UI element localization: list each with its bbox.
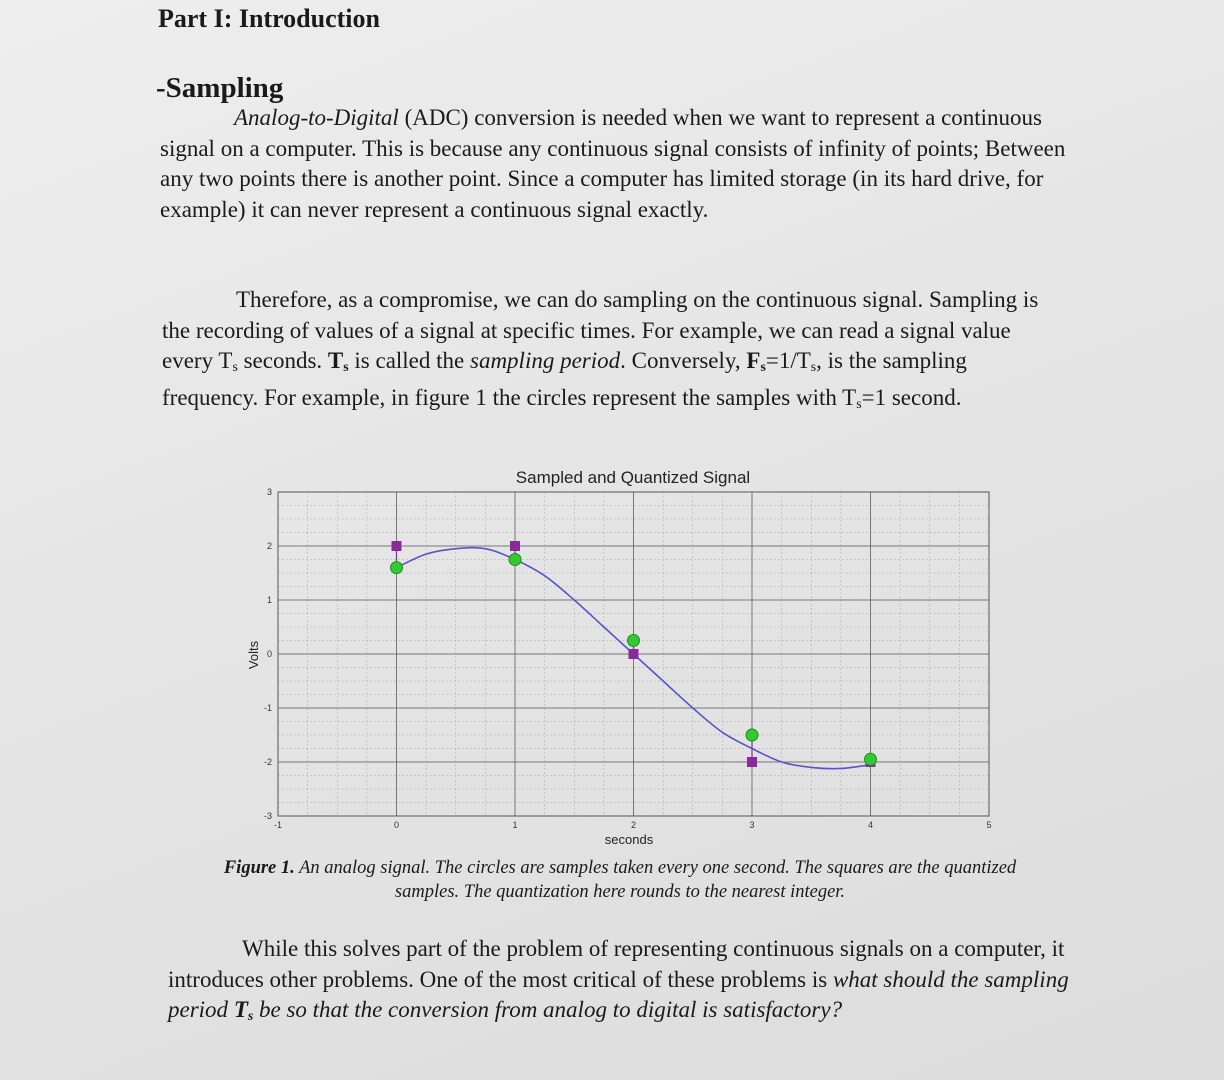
adc-term: Analog-to-Digital — [234, 105, 399, 130]
y-tick-label: 3 — [266, 487, 272, 497]
paragraph-adc-text: (ADC) conversion is needed when we want to represent a continuous signal on a computer. This is because any continuous signal consists of infinity of points; Between any two points there is another point. Since a computer has limited storage (in its hard drive, for example) it can never represent a continuous signal exactly. — [160, 105, 1066, 222]
y-tick-label: 1 — [266, 595, 272, 605]
sampling-period-term: sampling period — [470, 348, 621, 373]
sample-circle — [628, 635, 640, 647]
sampling-text-5: =1/T — [765, 348, 811, 373]
y-tick-label: 0 — [266, 649, 272, 659]
paragraph-sampling — [162, 285, 1062, 419]
y-axis-label: Volts — [246, 640, 261, 670]
sampling-text-1: Therefore, as a compromise, we can do sampling on the continuous signal. Sampling is the recording of values of a signal at specific times. For example, we can read a signal value every T — [162, 287, 1039, 373]
x-tick-label: 5 — [986, 820, 992, 830]
sampling-period-symbol: $T_s$ — [327, 348, 349, 374]
sampling-text-4: . Conversely, — [620, 348, 747, 373]
x-tick-label: 0 — [393, 820, 400, 830]
sampling-text-2: seconds. — [237, 348, 328, 373]
paragraph-adc-intro — [160, 103, 1080, 225]
caption-line-2: samples. The quantization here rounds to the nearest integer. — [394, 882, 846, 902]
paragraph-problem — [168, 934, 1078, 1032]
x-tick-label: 4 — [867, 820, 874, 830]
x-axis-label: seconds — [604, 832, 654, 847]
sampling-text-3: is called the — [348, 348, 470, 373]
sub-s: s — [232, 359, 238, 374]
x-tick-label: 1 — [512, 820, 518, 830]
x-tick-label: 3 — [749, 820, 755, 830]
problem-question: what should the sampling period $T_s$ be so that the conversion from analog to digital is satisfactory? — [168, 966, 1069, 1023]
quantized-sample-square — [629, 649, 639, 659]
figure-caption — [150, 856, 1090, 904]
quantized-sample-square — [392, 541, 402, 551]
x-tick-label: 2 — [630, 820, 637, 830]
caption-label: Figure 1. — [223, 858, 295, 878]
sub-s: s — [810, 359, 817, 374]
sample-circle — [746, 729, 758, 741]
quantized-sample-square — [747, 757, 757, 767]
section-title: -Sampling — [156, 72, 284, 104]
part-title: Part I: Introduction — [158, 4, 380, 33]
chart-title: Sampled and Quantized Signal — [515, 468, 751, 487]
figure-1-chart — [236, 460, 1016, 855]
problem-text: While this solves part of the problem of representing continuous signals on a computer, it introduces other problems. One of the most critical of these problems is — [168, 936, 1065, 992]
chart-svg — [236, 460, 1016, 855]
sampling-text-6: , is the sampling frequency. For example, in figure 1 the circles represent the samples with T — [162, 348, 967, 410]
quantized-sample-square — [510, 541, 520, 551]
y-tick-label: -3 — [263, 811, 272, 821]
caption-line-1: An analog signal. The circles are samples taken every one second. The squares are the quantized — [294, 858, 1017, 878]
y-tick-label: -2 — [263, 757, 272, 767]
sampling-text-7: =1 second. — [861, 384, 962, 410]
sample-circle — [509, 554, 521, 566]
sample-circle — [391, 562, 403, 574]
sub-s: s — [856, 395, 862, 411]
x-tick-label: -1 — [273, 820, 283, 830]
y-tick-label: -1 — [263, 703, 272, 713]
sample-circle — [865, 753, 877, 765]
y-tick-label: 2 — [266, 541, 272, 551]
sampling-frequency-symbol: $F_s$ — [746, 348, 766, 374]
chart-ticks — [264, 487, 992, 830]
